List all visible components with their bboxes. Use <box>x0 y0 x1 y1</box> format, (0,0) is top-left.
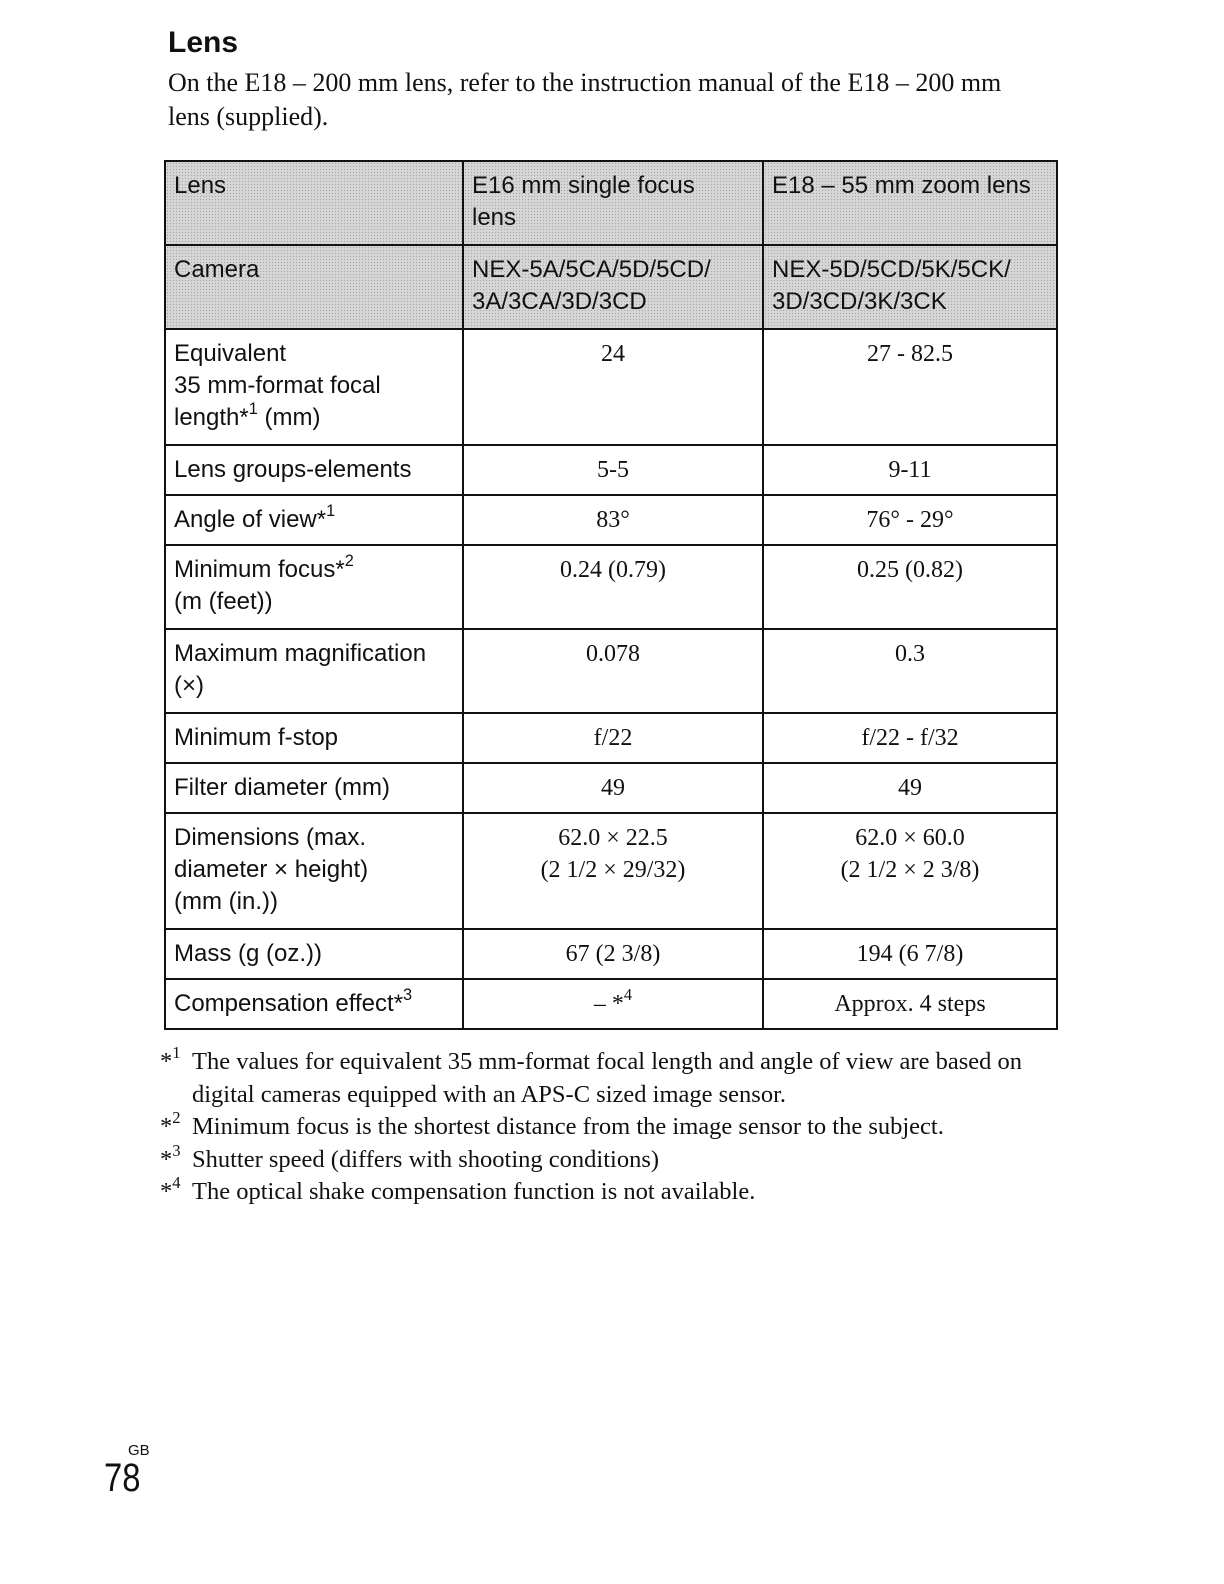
row-value-col1: 24 <box>463 329 763 445</box>
row-label: Dimensions (max. diameter × height) (mm (in.)) <box>165 813 463 929</box>
intro-paragraph: On the E18 – 200 mm lens, refer to the instruction manual of the E18 – 200 mm lens (supplied). <box>168 68 1002 131</box>
header-lens-col2: E18 – 55 mm zoom lens <box>763 161 1057 245</box>
row-label: Angle of view*$^1$ <box>165 495 463 545</box>
table-row <box>165 629 1057 713</box>
header-row-camera <box>165 245 1057 329</box>
row-value-col1: 0.24 (0.79) <box>463 545 763 629</box>
row-value-col2: Approx. 4 steps <box>763 979 1057 1029</box>
header-camera-col1: NEX-5A/5CA/5D/5CD/ 3A/3CA/3D/3CD <box>463 245 763 329</box>
row-label: Minimum f-stop <box>165 713 463 763</box>
header-label-camera: Camera <box>165 245 463 329</box>
table-row <box>165 929 1057 979</box>
row-value-col2: 62.0 × 60.0 (2 1/2 × 2 3/8) <box>763 813 1057 929</box>
table-row <box>165 763 1057 813</box>
row-label: Compensation effect*$^3$ <box>165 979 463 1029</box>
row-value-col1: 83° <box>463 495 763 545</box>
footnote-item <box>160 1140 1060 1177</box>
table-row <box>165 813 1057 929</box>
footnote-text: Shutter speed (differs with shooting conditions) <box>192 1145 660 1173</box>
footnote-item <box>160 1108 1060 1144</box>
table-row <box>165 979 1057 1029</box>
header-row-lens <box>165 161 1057 245</box>
footnote-marker: *$^3$ <box>160 1140 181 1173</box>
header-label-lens: Lens <box>165 161 463 245</box>
footnote-marker: *$^2$ <box>160 1108 181 1140</box>
section-heading: Lens <box>168 26 239 59</box>
row-value-col2: 49 <box>763 763 1057 813</box>
row-label: Maximum magnification (×) <box>165 629 463 713</box>
page-number: 78 <box>104 1456 141 1500</box>
footnote-marker: *$^4$ <box>160 1173 181 1205</box>
row-label: Equivalent 35 mm-format focal length*$^1$ (mm) <box>165 329 463 445</box>
row-value-col1: – *$^4$ <box>463 979 763 1029</box>
footnote-text: The optical shake compensation function is not available. <box>192 1178 756 1205</box>
header-lens-col1: E16 mm single focus lens <box>463 161 763 245</box>
header-camera-col2: NEX-5D/5CD/5K/5CK/ 3D/3CD/3K/3CK <box>763 245 1057 329</box>
row-value-col1: 5-5 <box>463 445 763 495</box>
row-value-col1: 62.0 × 22.5 (2 1/2 × 29/32) <box>463 813 763 929</box>
row-label: Minimum focus*$^2$ (m (feet)) <box>165 545 463 629</box>
footnotes <box>160 1043 1060 1209</box>
lens-spec-table <box>164 160 1058 1030</box>
row-label: Lens groups-elements <box>165 445 463 495</box>
row-value-col1: 49 <box>463 763 763 813</box>
row-value-col2: 76° - 29° <box>763 495 1057 545</box>
table-row <box>165 545 1057 629</box>
footnote-text: Minimum focus is the shortest distance from the image sensor to the subject. <box>192 1113 944 1140</box>
row-value-col1: 67 (2 3/8) <box>463 929 763 979</box>
region-code: GB <box>128 1442 150 1459</box>
row-value-col1: f/22 <box>463 713 763 763</box>
footnote-marker: *$^1$ <box>160 1043 181 1075</box>
row-label: Filter diameter (mm) <box>165 763 463 813</box>
row-value-col2: f/22 - f/32 <box>763 713 1057 763</box>
row-value-col2: 194 (6 7/8) <box>763 929 1057 979</box>
table-row <box>165 329 1057 445</box>
footnote-item <box>160 1173 1060 1209</box>
table-row <box>165 713 1057 763</box>
row-value-col2: 27 - 82.5 <box>763 329 1057 445</box>
table-row <box>165 445 1057 495</box>
row-value-col2: 0.25 (0.82) <box>763 545 1057 629</box>
footnote-item <box>160 1043 1060 1111</box>
footnote-text: The values for equivalent 35 mm-format focal length and angle of view are based on digital cameras equipped with an APS-C sized image sensor. <box>192 1048 1022 1108</box>
table-row <box>165 495 1057 545</box>
row-label: Mass (g (oz.)) <box>165 929 463 979</box>
row-value-col2: 0.3 <box>763 629 1057 713</box>
row-value-col2: 9-11 <box>763 445 1057 495</box>
row-value-col1: 0.078 <box>463 629 763 713</box>
